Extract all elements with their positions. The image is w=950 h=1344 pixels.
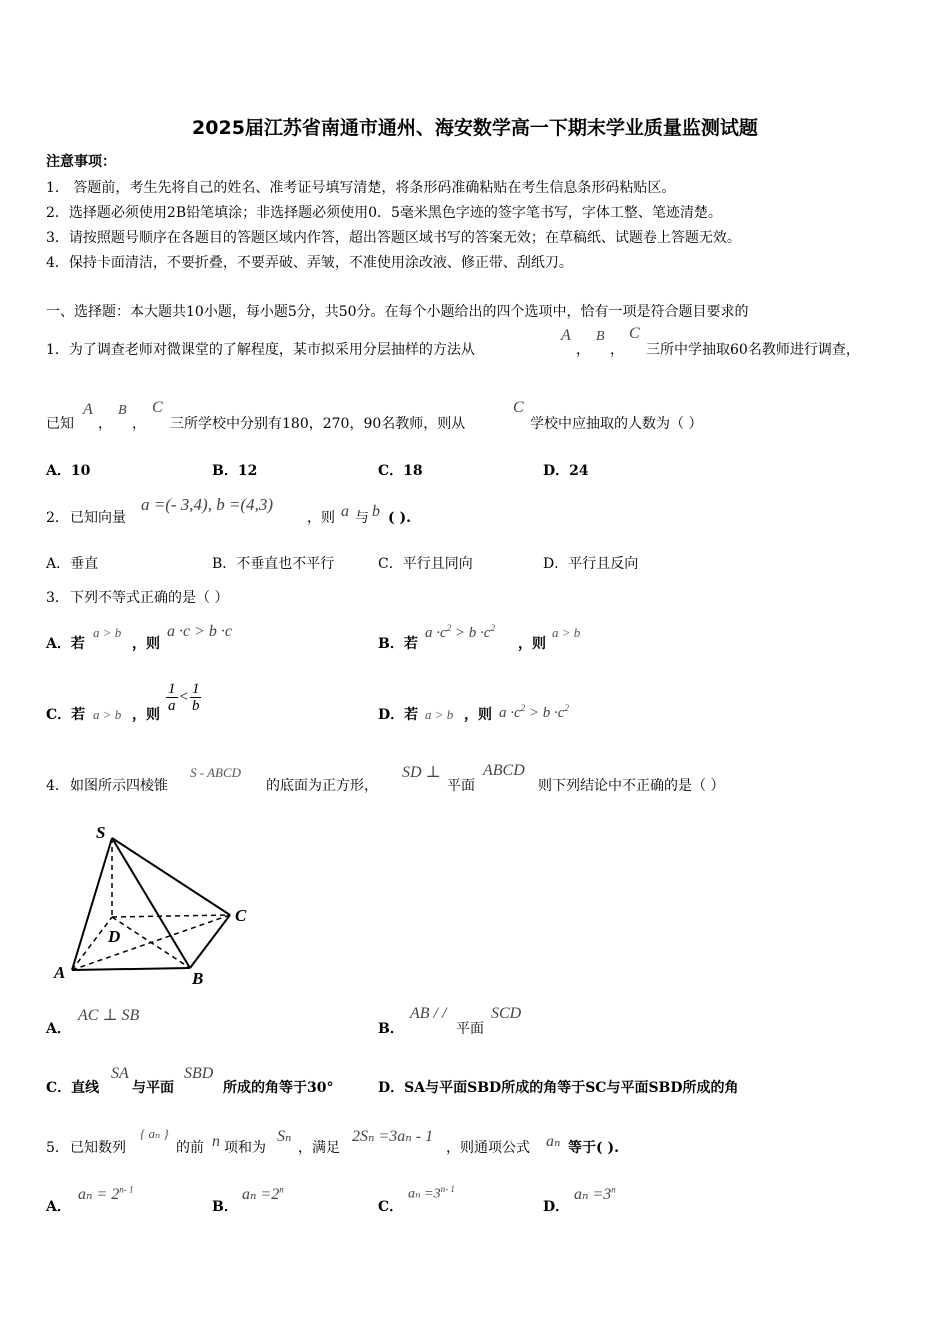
- edge-DC: [112, 915, 230, 917]
- math-C: C: [152, 399, 163, 416]
- diagonal-DB: [112, 917, 190, 968]
- section-heading: 一、选择题：本大题共10小题，每小题5分，共50分。在每个小题给出的四个选项中，恰有一项是符合题目要求的: [46, 304, 749, 320]
- option-B: B．不垂直也不平行: [212, 556, 335, 572]
- question-number: 3．: [46, 590, 69, 606]
- math-C: C: [513, 399, 524, 416]
- vertex-label-A: A: [54, 963, 66, 982]
- option-A: A．10: [46, 463, 91, 479]
- math-B: B: [118, 403, 127, 418]
- notice-item: 3．请按照题号顺序在各题目的答题区域内作答，超出答题区域书写的答案无效；在草稿纸、试题卷上答题无效。: [46, 230, 741, 246]
- notice-item: 4．保持卡面清洁，不要折叠，不要弄破、弄皱，不准使用涂改液、修正带、刮纸刀。: [46, 255, 573, 271]
- pyramid-figure: [50, 820, 260, 990]
- question-number: 4．: [46, 778, 69, 794]
- question-number: 5．: [46, 1140, 69, 1156]
- fraction-inequality: $\frac{1}{a}$ < $\frac{1}{b}$: [168, 681, 200, 714]
- edge-BC: [190, 915, 230, 968]
- math-C: C: [629, 325, 640, 342]
- math-B: B: [596, 329, 605, 344]
- question-1-line1: 1．为了调查老师对微课堂的了解程度，某市拟采用分层抽样的方法从: [46, 342, 475, 358]
- edge-AB: [72, 968, 190, 970]
- question-number: 1．: [46, 342, 69, 358]
- option-C: C．平行且同向: [378, 556, 473, 572]
- edge-SA: [72, 838, 112, 970]
- vertex-label-S: S: [96, 823, 106, 842]
- option-B: B．12: [212, 463, 258, 479]
- edge-AD: [72, 917, 112, 970]
- vertex-label-D: D: [108, 927, 121, 946]
- notice-item: 2．选择题必须使用2B铅笔填涂；非选择题必须使用0．5毫米黑色字迹的签字笔书写，字体工整、笔迹清楚。: [46, 205, 722, 221]
- vector-expression: a =(- 3,4), b =(4,3): [141, 495, 273, 514]
- option-C: C．18: [378, 463, 423, 479]
- notice-heading: 注意事项：: [46, 154, 116, 170]
- option-D: D．24: [543, 463, 589, 479]
- page-title: 2025届江苏省南通市通州、海安数学高一下期末学业质量监测试题: [192, 117, 758, 139]
- vertex-label-B: B: [192, 969, 204, 988]
- notice-item: 1． 答题前，考生先将自己的姓名、准考证号填写清楚，将条形码准确粘贴在考生信息条形码粘贴区。: [46, 180, 676, 196]
- math-A: A: [561, 327, 571, 344]
- option-A: A．垂直: [46, 556, 99, 572]
- edge-SC: [112, 838, 230, 915]
- vertex-label-C: C: [235, 906, 247, 925]
- question-number: 2．: [46, 510, 69, 526]
- option-D: D．平行且反向: [543, 556, 639, 572]
- math-A: A: [83, 401, 93, 418]
- edge-SB: [112, 838, 190, 968]
